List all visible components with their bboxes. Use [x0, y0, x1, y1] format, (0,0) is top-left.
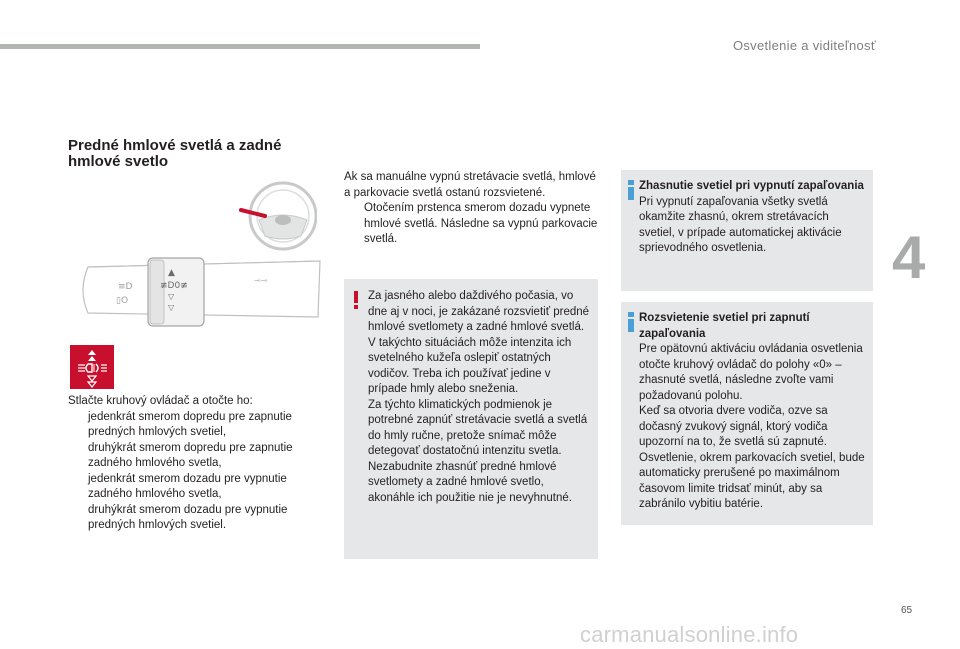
- steering-wheel-illustration: [237, 180, 317, 252]
- lighting-stalk-illustration: [68, 255, 324, 335]
- info-box-paragraph: Pre opätovnú aktiváciu ovládania osvetlenia otočte kruhový ovládač do polohy «0» – zhasnuté svetlá, následne zvoľte vami požadovanú polohu.: [639, 343, 863, 402]
- svg-text:≡D: ≡D: [118, 282, 133, 292]
- info-box-lights-on: [621, 302, 873, 525]
- list-item: jedenkrát smerom dopredu pre zapnutie predných hmlových svetiel,: [88, 410, 292, 438]
- warning-paragraph: Za jasného alebo daždivého počasia, vo dne aj v noci, je zakázané rozsvietiť predné hmlové svetlomety a zadné hmlové svetlá. V takýchto situáciách môže intenzita ich svetelného kužeľa oslepiť ostatných vodičov. Treba ich používať jedine v prípade hmly alebo sneženia.: [368, 290, 590, 395]
- svg-text:≢D0≢: ≢D0≢: [160, 281, 188, 291]
- fog-light-icon: [70, 345, 114, 389]
- list-item: Otočením prstenca smerom dozadu vypnete hmlové svetlá. Následne sa vypnú parkovacie svetlá.: [364, 202, 598, 245]
- warning-box: [344, 279, 598, 559]
- svg-text:⊸⊸: ⊸⊸: [254, 276, 268, 285]
- info-box-paragraph: Pri vypnutí zapaľovania všetky svetlá okamžite zhasnú, okrem stretávacích svetiel, v prípade automatickej aktivácie sprievodného osvetlenia.: [639, 195, 842, 254]
- section-title: [68, 138, 318, 170]
- middle-intro: Ak sa manuálne vypnú stretávacie svetlá, hmlové a parkovacie svetlá ostanú rozsvietené.: [344, 171, 596, 199]
- chapter-header-title: Osvetlenie a viditeľnosť: [732, 38, 876, 53]
- fog-light-steps: [68, 410, 320, 534]
- list-item: jedenkrát smerom dozadu pre vypnutie zadného hmlového svetla,: [88, 472, 287, 500]
- exclamation-icon: [352, 291, 360, 309]
- list-item: druhýkrát smerom dopredu pre zapnutie zadného hmlového svetla,: [88, 441, 293, 469]
- page-number: 65: [901, 605, 913, 616]
- svg-text:▽: ▽: [168, 303, 175, 312]
- watermark-text: carmanualsonline.info: [580, 622, 799, 647]
- warning-paragraph: Za týchto klimatických podmienok je potrebné zapnúť stretávacie svetlá a svetlá do hmly ručne, pretože snímač môže detegovať dostatočnú intenzitu svetla.: [368, 398, 588, 457]
- svg-text:▽: ▽: [168, 292, 175, 301]
- left-column-text: [68, 394, 320, 534]
- info-box-text: [639, 311, 867, 513]
- warning-paragraph: Nezabudnite zhasnúť predné hmlové svetlomety a zadné hmlové svetlo, akonáhle ich použitie nie je nevyhnutné.: [368, 460, 572, 504]
- header-rule: [0, 44, 480, 49]
- info-box-title: Zhasnutie svetiel pri vypnutí zapaľovania: [639, 180, 864, 192]
- info-box-title: Rozsvietenie svetiel pri zapnutí zapaľovania: [639, 312, 810, 340]
- middle-bullets: [344, 201, 600, 248]
- info-icon: [628, 180, 634, 200]
- info-icon: [628, 312, 634, 332]
- info-box-lights-off: [621, 170, 873, 291]
- svg-text:▯O: ▯O: [116, 296, 129, 306]
- list-item: druhýkrát smerom dozadu pre vypnutie predných hmlových svetiel.: [88, 503, 288, 531]
- section-title-line-1: Predné hmlové svetlá a zadné: [68, 137, 282, 154]
- chapter-number: 4: [892, 224, 926, 291]
- info-box-paragraph: Osvetlenie, okrem parkovacích svetiel, bude automaticky prerušené po maximálnom časovom limite tridsať minút, aby sa zabránilo vybitiu batérie.: [639, 451, 865, 510]
- info-box-text: [639, 179, 867, 257]
- svg-text:▲: ▲: [168, 268, 175, 278]
- left-intro: Stlačte kruhový ovládač a otočte ho:: [68, 395, 253, 407]
- warning-text: [368, 289, 592, 506]
- middle-column-text: [344, 170, 600, 248]
- section-title-line-2: hmlové svetlo: [68, 153, 169, 170]
- info-box-paragraph: Keď sa otvoria dvere vodiča, ozve sa dočasný zvukový signál, ktorý vodiča upozorní na to, že svetlá sú zapnuté.: [639, 405, 828, 448]
